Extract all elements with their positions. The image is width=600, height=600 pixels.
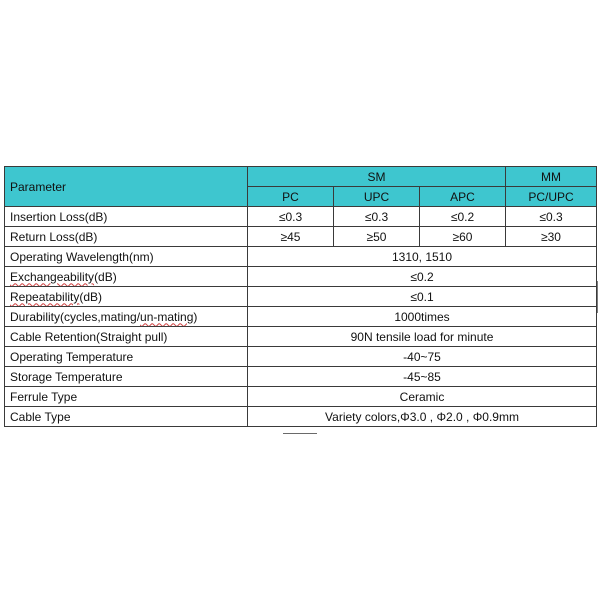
insertion-loss-apc: ≤0.2: [420, 207, 506, 227]
insertion-loss-label: Insertion Loss(dB): [5, 207, 248, 227]
table-row: [5, 327, 597, 347]
return-loss-upc: ≥50: [334, 227, 420, 247]
edge-divider: [597, 281, 598, 313]
return-loss-apc: ≥60: [420, 227, 506, 247]
storage-temperature-label: Storage Temperature: [5, 367, 248, 387]
operating-wavelength-value: 1310, 1510: [248, 247, 597, 267]
durability-value: 1000times: [248, 307, 597, 327]
operating-temperature-label: Operating Temperature: [5, 347, 248, 367]
durability-label: [5, 307, 248, 327]
cable-type-value: Variety colors,Φ3.0 , Φ2.0 , Φ0.9mm: [248, 407, 597, 427]
repeatability-value: ≤0.1: [248, 287, 597, 307]
table-row: [5, 287, 597, 307]
operating-wavelength-label: Operating Wavelength(nm): [5, 247, 248, 267]
insertion-loss-mm: ≤0.3: [506, 207, 597, 227]
ferrule-type-label: Ferrule Type: [5, 387, 248, 407]
upc-header: UPC: [334, 187, 420, 207]
insertion-loss-pc: ≤0.3: [248, 207, 334, 227]
return-loss-pc: ≥45: [248, 227, 334, 247]
table-row: [5, 407, 597, 427]
storage-temperature-value: -45~85: [248, 367, 597, 387]
divider-stub: [283, 433, 317, 434]
spec-table: [4, 166, 597, 427]
exchangeability-suffix: (dB): [94, 269, 117, 284]
table-row: [5, 367, 597, 387]
operating-temperature-value: -40~75: [248, 347, 597, 367]
exchangeability-value: ≤0.2: [248, 267, 597, 287]
table-row: [5, 347, 597, 367]
table-row: [5, 387, 597, 407]
cable-type-label: Cable Type: [5, 407, 248, 427]
exchangeability-word: Exchangeability: [10, 269, 95, 284]
mm-header: MM: [506, 167, 597, 187]
parameter-header: Parameter: [5, 167, 248, 207]
repeatability-label: [5, 287, 248, 307]
pc-header: PC: [248, 187, 334, 207]
return-loss-label: Return Loss(dB): [5, 227, 248, 247]
cable-retention-value: 90N tensile load for minute: [248, 327, 597, 347]
header-row-1: [5, 167, 597, 187]
durability-prefix: Durability(cycles,mating/: [10, 309, 141, 324]
repeatability-word: Repeatability: [10, 289, 80, 304]
cable-retention-label: Cable Retention(Straight pull): [5, 327, 248, 347]
ferrule-type-value: Ceramic: [248, 387, 597, 407]
durability-suffix: ): [193, 309, 198, 324]
sm-header: SM: [248, 167, 506, 187]
pc-upc-header: PC/UPC: [506, 187, 597, 207]
table-row: [5, 207, 597, 227]
apc-header: APC: [420, 187, 506, 207]
return-loss-mm: ≥30: [506, 227, 597, 247]
table-row: [5, 307, 597, 327]
table-row: [5, 247, 597, 267]
insertion-loss-upc: ≤0.3: [334, 207, 420, 227]
repeatability-suffix: (dB): [79, 289, 103, 304]
durability-word: un-mating: [140, 309, 194, 324]
table-row: [5, 267, 597, 287]
table-row: [5, 227, 597, 247]
exchangeability-label: [5, 267, 248, 287]
